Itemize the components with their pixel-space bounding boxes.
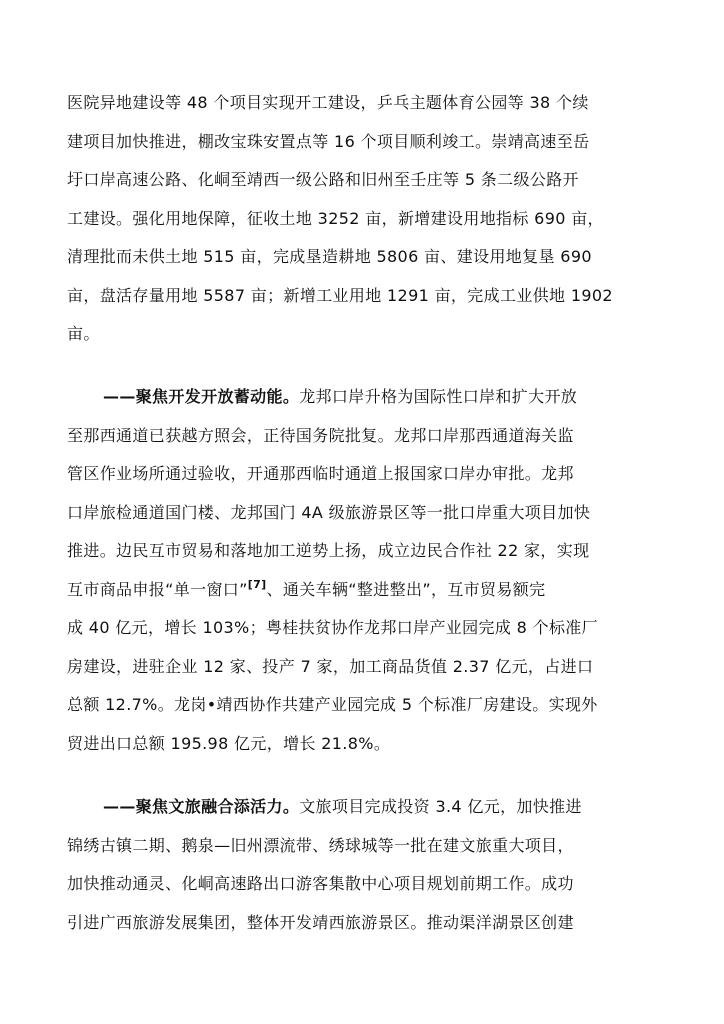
text-line [67, 788, 659, 827]
text-line: 总额 12.7%。龙岗•靖西协作共建产业园完成 5 个标准厂房建设。实现外 [67, 695, 598, 714]
text-line: 亩。 [67, 324, 100, 343]
text-line: 贸进出口总额 195.98 亿元，增长 21.8%。 [67, 733, 391, 753]
text-line: 圩口岸高速公路、化峒至靖西一级公路和旧州至壬庄等 5 条二级公路开 [67, 170, 579, 189]
text-line: 管区作业场所通过验收，开通那西临时通道上报国家口岸办审批。龙邦 [67, 464, 574, 483]
paragraph-culture-tourism [67, 788, 659, 942]
text-line: 推进。边民互市贸易和落地加工逆势上扬，成立边民合作社 22 家，实现 [67, 541, 590, 560]
text-line: 清理批而未供土地 515 亩，完成垦造耕地 5806 亩、建设用地复垦 690 [67, 247, 592, 266]
text-line: 加快推动通灵、化峒高速路出口游客集散中心项目规划前期工作。成功 [67, 874, 574, 893]
text-line: 工建设。强化用地保障，征收土地 3252 亩，新增建设用地指标 690 亩， [67, 208, 604, 228]
text-segment: 龙邦口岸升格为国际性口岸和扩大开放 [299, 387, 578, 406]
footnote-reference: [7] [247, 577, 267, 591]
text-segment: 、通关车辆“整进整出”，互市贸易额完 [266, 579, 546, 599]
text-line: 亩，盘活存量用地 5587 亩；新增工业用地 1291 亩，完成工业供地 1902 [67, 285, 613, 305]
text-line: 建项目加快推进，棚改宝珠安置点等 16 个项目顺利竣工。崇靖高速至岳 [67, 131, 590, 151]
text-line [67, 378, 659, 417]
paragraph-opening-up [67, 378, 659, 763]
text-segment: 互市商品申报“单一窗口” [67, 579, 248, 599]
section-heading: ——聚焦开发开放蓄动能。 [103, 387, 300, 406]
text-line: 医院异地建设等 48 个项目实现开工建设，乒乓主题体育公园等 38 个续 [67, 93, 589, 112]
text-line [67, 571, 659, 610]
text-line: 口岸旅检通道国门楼、龙邦国门 4A 级旅游景区等一批口岸重大项目加快 [67, 502, 591, 522]
text-line: 引进广西旅游发展集团，整体开发靖西旅游景区。推动渠洋湖景区创建 [67, 912, 574, 932]
text-line: 锦绣古镇二期、鹅泉—旧州漂流带、绣球城等一批在建文旅重大项目， [67, 835, 574, 855]
paragraph-project-construction [67, 84, 659, 354]
text-line: 至那西通道已获越方照会，正待国务院批复。龙邦口岸那西通道海关监 [67, 425, 574, 445]
text-line: 房建设，进驻企业 12 家、投产 7 家，加工商品货值 2.37 亿元，占进口 [67, 656, 594, 676]
text-line: 成 40 亿元，增长 103%；粤桂扶贫协作龙邦口岸产业园完成 8 个标准厂 [67, 618, 599, 637]
section-heading: ——聚焦文旅融合添活力。 [103, 797, 300, 816]
text-segment: 文旅项目完成投资 3.4 亿元，加快推进 [299, 797, 582, 816]
